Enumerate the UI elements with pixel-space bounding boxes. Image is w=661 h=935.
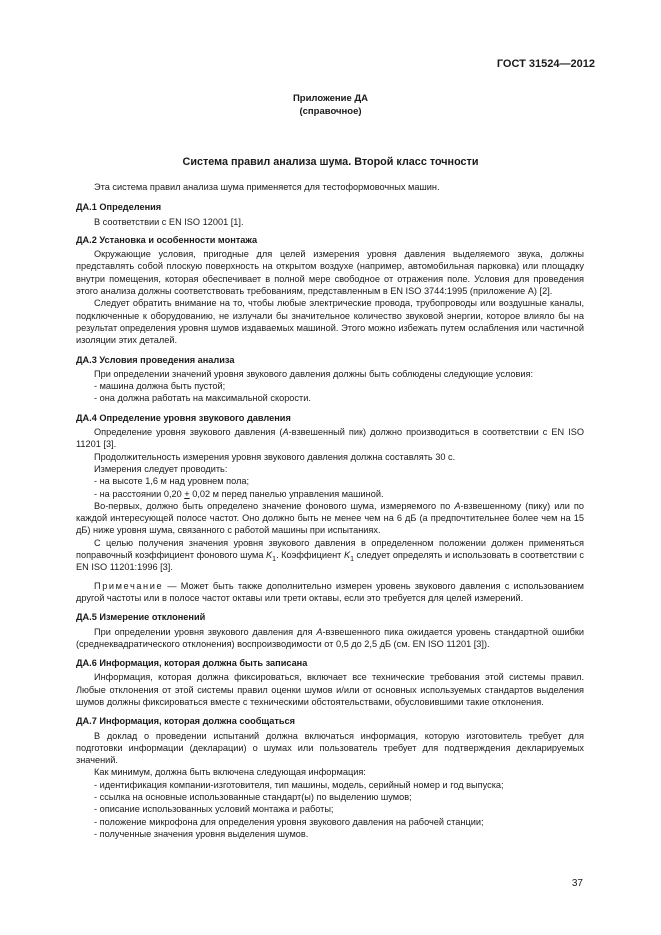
annex-subtitle: (справочное) [299,105,362,117]
da6-paragraph: Информация, которая должна фиксироваться, включает все технические требования этой системы правил. Любые отклонения от этой системы правил оценки шумов и/или от основных используемых стандартов выделения шумов должны фиксироваться вместе с техническими обстоятельствами, обусловившими такие отклонения. [76,672,584,707]
da7-list-item: - идентификация компании-изготовителя, тип машины, модель, серийный номер и год выпуска; [94,779,504,790]
da4-paragraph-1: Определение уровня звукового давления (A-взвешенный пик) должно производиться в соответствии с EN ISO 11201 [3]. [76,427,584,450]
document-title: Система правил анализа шума. Второй класс точности [182,156,479,168]
da4-paragraph-4: Во-первых, должно быть определено значение фонового шума, измеряемого по A-взвешенному (пику) или по каждой интересующей полосе частот. Оно должно быть не менее чем на 6 дБ (а предпочтительнее более чем на 15 дБ) ниже уровня шума, связанного с работой машины при испытаниях. [76,500,585,536]
plus-minus-sign: + [184,488,190,499]
section-heading-da3: ДА.3 Условия проведения анализа [76,354,235,365]
da4-list-item: - на расстоянии 0,20 + 0,02 м перед панелью управления машиной. [94,488,384,499]
section-heading-da5: ДА.5 Измерение отклонений [76,612,206,623]
da4-list-item: - на высоте 1,6 м над уровнем пола; [94,476,250,487]
standard-number: ГОСТ 31524—2012 [496,58,595,70]
da2-paragraph-2: Следует обратить внимание на то, чтобы любые электрические провода, трубопроводы или воздушные каналы, подключенные к оборудованию, не излучали бы значительное количество звуковой энергии, которое влияло бы на результат определения уровня шумов издаваемых машиной. Этого можно избежать путем ослабления или частичной изоляции этих деталей. [76,298,584,346]
annex-heading [0,93,661,118]
da7-paragraph-1: В доклад о проведении испытаний должна включаться информация, которую изготовитель требует для подготовки информации (декларации) о шумах или пользователь требует для подтверждения декларируемых значений. [76,730,584,766]
document-body [76,181,584,840]
section-heading-da6: ДА.6 Информация, которая должна быть записана [76,658,308,669]
da7-list-item: - положение микрофона для определения уровня звукового давления на рабочей станции; [94,816,484,827]
da5-paragraph: При определении уровня звукового давления для A-взвешенного пика ожидается уровень стандартной ошибки (среднеквадратического отклонения) воспроизводимости от 0,5 до 2,5 дБ (см. EN ISO 11201 [3]). [76,626,584,649]
section-heading-da1: ДА.1 Определения [76,202,162,213]
page-number: 37 [571,878,583,889]
da7-list-item: - полученные значения уровня выделения шумов. [94,828,309,839]
da3-list-item: - машина должна быть пустой; [94,381,226,392]
section-heading-da2: ДА.2 Установка и особенности монтажа [76,234,258,245]
da3-paragraph: При определении значений уровня звукового давления должны быть соблюдены следующие условия: [94,368,534,379]
da4-paragraph-2: Продолжительность измерения уровня звукового давления должна составлять 30 с. [94,451,456,462]
da1-paragraph: В соответствии с EN ISO 12001 [1]. [94,216,244,227]
note-label: Примечание [94,580,164,591]
intro-paragraph: Эта система правил анализа шума применяется для тестоформовочных машин. [94,182,440,192]
da3-list-item: - она должна работать на максимальной скорости. [94,393,311,404]
annex-title: Приложение ДА [292,93,369,104]
da2-paragraph-1: Окружающие условия, пригодные для целей измерения уровня давления выделяемого звука, должны представлять собой плоскую поверхность на открытом воздухе (например, автомобильная парковка) или площадку внутри помещения, которая обеспечивает в полной мере свободное от отражения поле. Условия для проведения этого анализа должны соответствовать требованиям, представленным в EN ISO 3744:1995 (приложение A) [2]. [76,249,584,297]
section-heading-da4: ДА.4 Определение уровня звукового давления [76,412,291,423]
da7-list-item: - описание использованных условий монтажа и работы; [94,804,334,815]
da7-list-item: - ссылка на основные использованные стандарт(ы) по выделению шумов; [94,792,412,803]
section-heading-da7: ДА.7 Информация, которая должна сообщаться [76,716,295,727]
da4-paragraph-3: Измерения следует проводить: [94,463,228,474]
da4-paragraph-5: С целью получения значения уровня звукового давления в определенном положении должен применяться поправочный коэффициент фонового шума $K_1$. Коэффициент $K_1$ следует определять и использовать в соответствии с EN ISO 11201:1996 [3]. [76,537,585,573]
da7-paragraph-2: Как минимум, должна быть включена следующая информация: [94,767,366,778]
da4-note: Примечание — Может быть также дополнительно измерен уровень звукового давления с использованием другой частоты или в полосе частот октавы или трети октавы, если это требуется для целей измерений. [76,580,584,603]
